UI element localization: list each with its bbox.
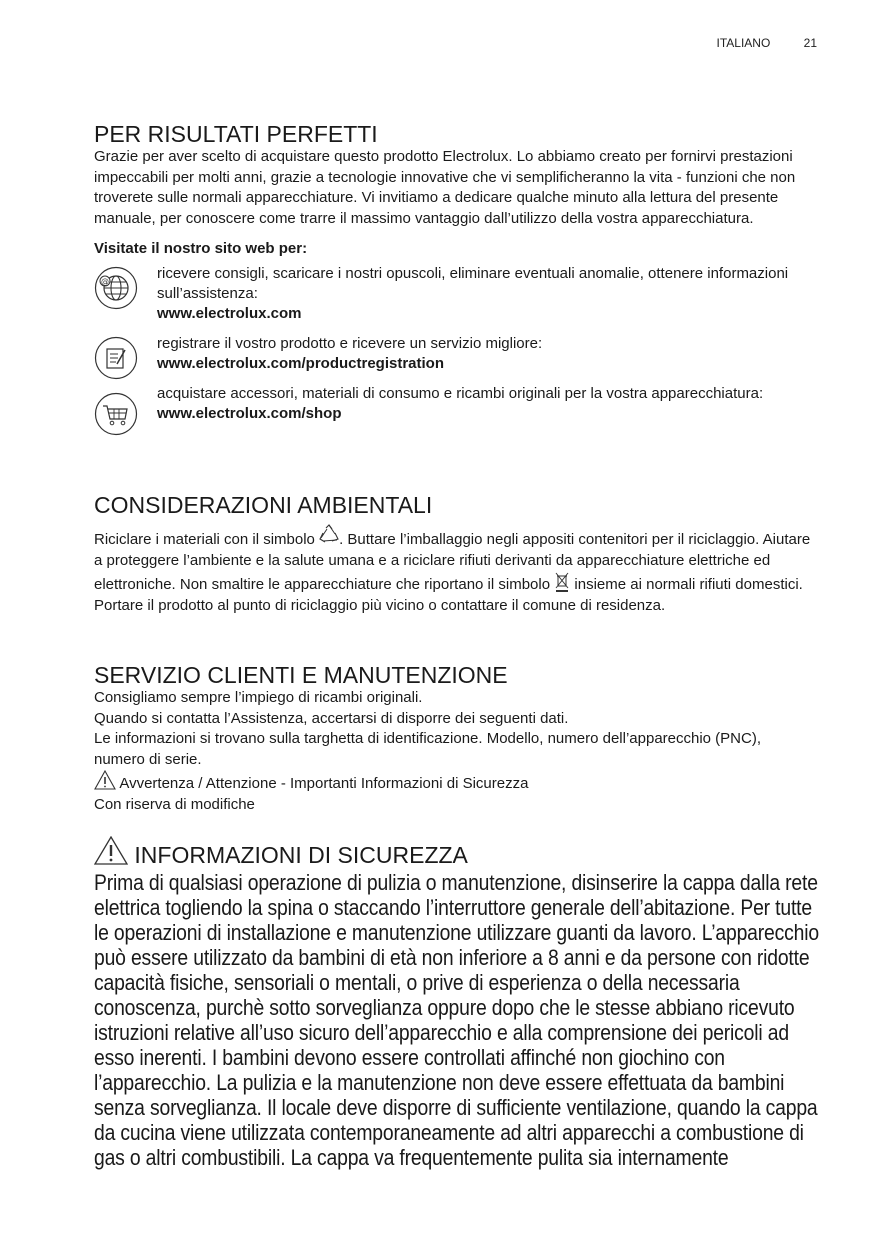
link-description: registrare il vostro prodotto e ricevere un servizio migliore: <box>157 335 543 352</box>
environment-text-c: insieme ai normali rifiuti domestici. Portare il prodotto al punto di riciclaggio più vicino o contattare il comune di residenza. <box>94 576 803 614</box>
page-number: 21 <box>803 36 817 50</box>
visit-label: Visitate il nostro sito web per: <box>94 240 308 257</box>
safety-paragraph: Prima di qualsiasi operazione di pulizia o manutenzione, disinserire la cappa dalla rete elettrica togliendo la spina o staccando l’interruttore generale dell’abitazione. Per tutte le operazioni di installazione e manutenzione utilizzare guanti da lavoro. L’apparecchio può essere utilizzato da bambini di età non inferiore a 8 anni e da persone con ridotte capacità fisiche, sensoriali o mentali, o prive di esperienza o della necessaria conoscenza, purchè sotto sorveglianza oppure dopo che le stesse abbiano ricevuto istruzioni relative all’uso sicuro dell’apparecchio e alla comprensione dei pericoli ad esso inerenti. I bambini devono essere controllati affinché non giochino con l’apparecchio. La pulizia e la manutenzione non deve essere effettuata da bambini senza sorveglianza. Il locale deve disporre di sufficiente ventilazione, quando la cappa da cucina viene utilizzata contemporaneamente ad altri apparecchi a combustione di gas o altri combustibili. La cappa va frequentemente pulita sia internamente <box>94 870 819 1170</box>
service-line-3: Le informazioni si trovano sulla targhetta di identificazione. Modello, numero dell’apparecchio (PNC), numero di serie. <box>94 730 762 768</box>
recycle-icon <box>319 524 339 546</box>
link-description: acquistare accessori, materiali di consumo e ricambi originali per la vostra apparecchiatura: <box>157 385 764 402</box>
registration-form-icon <box>94 336 138 380</box>
section-title: CONSIDERAZIONI AMBIENTALI <box>94 492 433 518</box>
section-title: PER RISULTATI PERFETTI <box>94 121 378 147</box>
environment-text-a: Riciclare i materiali con il simbolo <box>94 531 315 548</box>
link-description: ricevere consigli, scaricare i nostri opuscoli, eliminare eventuali anomalie, ottenere informazioni sull’assistenza: <box>157 265 789 302</box>
link-url[interactable]: www.electrolux.com/shop <box>157 405 342 422</box>
warning-text: Avvertenza / Attenzione - Importanti Informazioni di Sicurezza <box>116 775 529 792</box>
environment-text-b: . Buttare l’imballaggio negli appositi contenitori per il riciclaggio. Aiutare a proteggere l’ambiente e la salute umana e a riciclare rifiuti derivanti da apparecchiature elettriche ed elettroniche. Non smaltire le apparecchiature che riportano il simbolo <box>94 531 811 593</box>
page-header <box>717 36 818 50</box>
section-title <box>94 836 824 870</box>
globe-at-icon <box>94 266 138 310</box>
warning-icon <box>94 836 128 866</box>
link-url[interactable]: www.electrolux.com <box>157 305 302 322</box>
section-safety-info <box>94 836 824 1170</box>
section-environment <box>94 492 816 616</box>
intro-paragraph: Grazie per aver scelto di acquistare questo prodotto Electrolux. Lo abbiamo creato per fornirvi prestazioni impeccabili per molti anni, grazie a tecnologie innovative che vi semplificheranno la vita - funzioni che non troverete sulle normali apparecchiature. Vi invitiamo a dedicare qualche minuto alla lettura del presente manuale, per conoscere come trarre il massimo vantaggio dall’utilizzo della vostra apparecchiatura. <box>94 148 796 227</box>
section-customer-service <box>94 662 816 815</box>
link-row-shop <box>94 384 816 444</box>
service-line-1: Consigliamo sempre l’impiego di ricambi originali. <box>94 689 423 706</box>
crossed-bin-icon <box>554 571 570 593</box>
link-url[interactable]: www.electrolux.com/productregistration <box>157 355 444 372</box>
language-label: ITALIANO <box>716 36 771 50</box>
safety-title-text: INFORMAZIONI DI SICUREZZA <box>128 842 468 868</box>
environment-paragraph <box>94 524 816 616</box>
service-line-2: Quando si contatta l’Assistenza, accertarsi di disporre dei seguenti dati. <box>94 709 569 727</box>
svg-text:@: @ <box>101 277 109 286</box>
section-title: SERVIZIO CLIENTI E MANUTENZIONE <box>94 662 508 688</box>
link-row-support <box>94 264 816 324</box>
warning-line <box>94 770 816 795</box>
link-row-registration <box>94 334 816 382</box>
section-perfect-results <box>94 121 816 444</box>
service-line-4: Con riserva di modifiche <box>94 795 255 813</box>
warning-icon <box>94 770 116 790</box>
shopping-cart-icon <box>94 392 138 436</box>
